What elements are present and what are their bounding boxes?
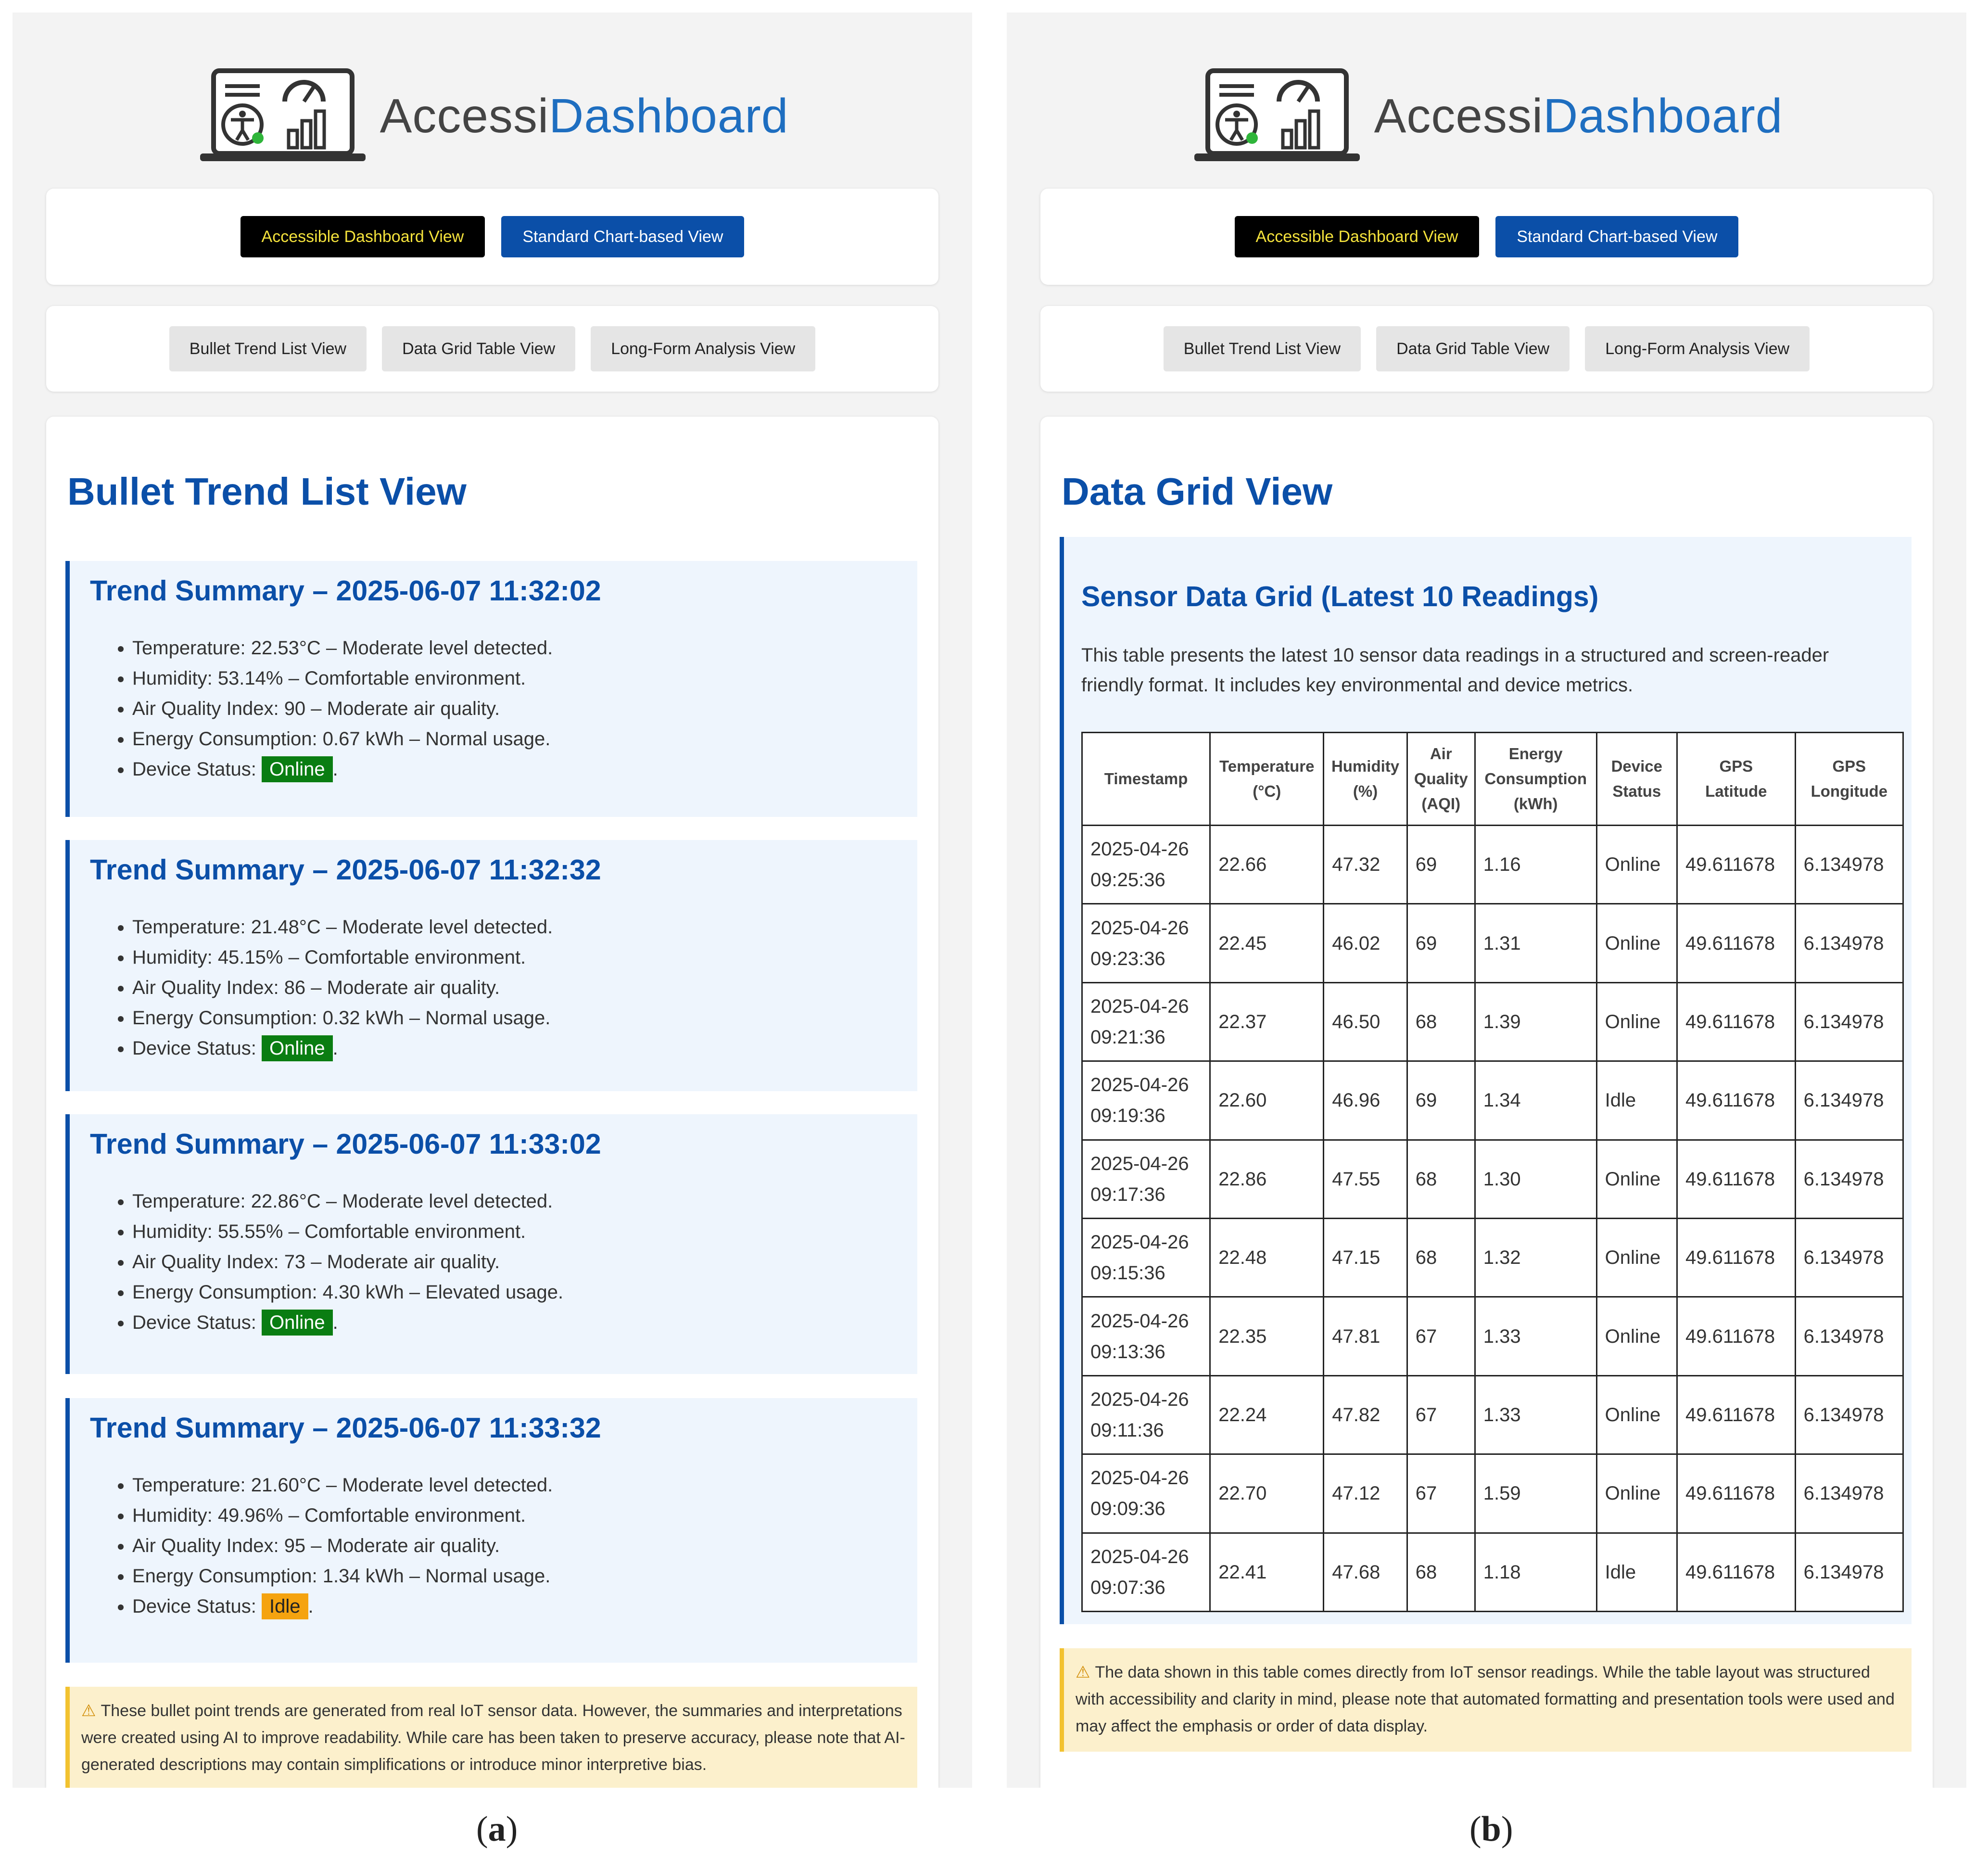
- trend-bullet-list: [111, 1186, 563, 1338]
- humidity-cell: 47.32: [1324, 826, 1407, 904]
- bullet-trend-list-view-button[interactable]: Bullet Trend List View: [1164, 326, 1361, 371]
- accessible-dashboard-view-button[interactable]: Accessible Dashboard View: [1235, 216, 1480, 257]
- gps-latitude-cell: 49.611678: [1677, 826, 1795, 904]
- page-title: Data Grid View: [1062, 470, 1333, 513]
- humidity-cell: 47.68: [1324, 1533, 1407, 1611]
- humidity-value: 49.96% – Comfortable environment.: [217, 1505, 526, 1526]
- panel-b-caption: (b): [1469, 1809, 1513, 1849]
- gps-longitude-cell: 6.134978: [1795, 1533, 1903, 1611]
- logo-text-dashboard: Dashboard: [1543, 89, 1783, 143]
- list-item: [132, 633, 553, 663]
- aqi-value: 73 – Moderate air quality.: [284, 1251, 500, 1273]
- long-form-analysis-view-button[interactable]: Long-Form Analysis View: [1585, 326, 1810, 371]
- energy-cell: 1.30: [1475, 1140, 1596, 1218]
- aqi-value: 90 – Moderate air quality.: [284, 698, 500, 719]
- accessible-dashboard-view-button[interactable]: Accessible Dashboard View: [241, 216, 485, 257]
- sub-view-switcher: [46, 306, 938, 392]
- aqi-cell: 67: [1407, 1454, 1475, 1533]
- bullet-trend-list-view-button[interactable]: Bullet Trend List View: [169, 326, 367, 371]
- timestamp-cell: 2025-04-26 09:19:36: [1082, 1061, 1210, 1140]
- trend-summary-card: [65, 1114, 917, 1374]
- laptop-accessibility-dashboard-icon: [196, 63, 369, 169]
- aqi-value: 86 – Moderate air quality.: [284, 977, 500, 998]
- gps-longitude-cell: 6.134978: [1795, 1297, 1903, 1375]
- table-row: [1082, 826, 1903, 904]
- timestamp-cell: 2025-04-26 09:13:36: [1082, 1297, 1210, 1375]
- aqi-label: Air Quality Index:: [132, 977, 284, 998]
- device-status-cell: Online: [1596, 1140, 1677, 1218]
- device-status-cell: Idle: [1596, 1533, 1677, 1611]
- trend-summary-heading: Trend Summary – 2025-06-07 11:33:32: [90, 1412, 601, 1444]
- aqi-label: Air Quality Index:: [132, 1535, 284, 1556]
- app-logo-text: [380, 89, 789, 144]
- grid-heading: Sensor Data Grid (Latest 10 Readings): [1081, 581, 1599, 612]
- device-status-cell: Online: [1596, 826, 1677, 904]
- temperature-value: 21.48°C – Moderate level detected.: [251, 916, 553, 938]
- energy-value: 0.32 kWh – Normal usage.: [322, 1007, 551, 1029]
- laptop-accessibility-dashboard-icon: [1190, 63, 1364, 169]
- gps-latitude-cell: 49.611678: [1677, 1375, 1795, 1454]
- status-label: Device Status:: [132, 1038, 262, 1059]
- aqi-label: Air Quality Index:: [132, 698, 284, 719]
- table-row: [1082, 1140, 1903, 1218]
- list-item: [132, 1277, 563, 1308]
- energy-cell: 1.16: [1475, 826, 1596, 904]
- timestamp-cell: 2025-04-26 09:15:36: [1082, 1218, 1210, 1297]
- list-item: [132, 1003, 553, 1033]
- grid-description: This table presents the latest 10 sensor data readings in a structured and screen-reader friendly format. It includes key environmental and device metrics.: [1081, 645, 1829, 696]
- gps-latitude-cell: 49.611678: [1677, 1297, 1795, 1375]
- panel-b-caption-label: b: [1481, 1809, 1501, 1849]
- status-badge: Online: [262, 1310, 333, 1336]
- long-form-analysis-view-button[interactable]: Long-Form Analysis View: [591, 326, 815, 371]
- main-view-switcher: [1040, 189, 1933, 285]
- main-view-switcher: [46, 189, 938, 285]
- logo-text-dashboard: Dashboard: [549, 89, 789, 143]
- list-item: [132, 912, 553, 942]
- energy-cell: 1.18: [1475, 1533, 1596, 1611]
- humidity-value: 55.55% – Comfortable environment.: [217, 1221, 526, 1242]
- device-status-cell: Online: [1596, 982, 1677, 1061]
- humidity-cell: 46.96: [1324, 1061, 1407, 1140]
- temperature-label: Temperature:: [132, 1475, 251, 1496]
- status-label: Device Status:: [132, 759, 262, 780]
- aqi-value: 95 – Moderate air quality.: [284, 1535, 500, 1556]
- temperature-cell: 22.45: [1210, 904, 1324, 982]
- energy-label: Energy Consumption:: [132, 1566, 323, 1587]
- list-item: • Device Status: Online .: [132, 1033, 553, 1064]
- trend-summary-heading: Trend Summary – 2025-06-07 11:32:02: [90, 575, 601, 607]
- humidity-cell: 46.50: [1324, 982, 1407, 1061]
- gps-latitude-cell: 49.611678: [1677, 982, 1795, 1061]
- temperature-cell: 22.37: [1210, 982, 1324, 1061]
- sensor-data-grid-section: [1060, 537, 1912, 1624]
- energy-cell: 1.33: [1475, 1297, 1596, 1375]
- standard-chart-view-button[interactable]: Standard Chart-based View: [1495, 216, 1738, 257]
- gps-longitude-cell: 6.134978: [1795, 1140, 1903, 1218]
- energy-label: Energy Consumption:: [132, 1282, 323, 1303]
- status-badge: Idle: [262, 1593, 308, 1619]
- temperature-label: Temperature:: [132, 916, 251, 938]
- list-item: [132, 942, 553, 973]
- list-item: [132, 663, 553, 694]
- gps-longitude-cell: 6.134978: [1795, 826, 1903, 904]
- table-body: [1082, 826, 1903, 1612]
- temperature-cell: 22.24: [1210, 1375, 1324, 1454]
- humidity-cell: 46.02: [1324, 904, 1407, 982]
- data-grid-content: [1040, 417, 1933, 1788]
- panel-b-screenshot: [1007, 13, 1966, 1788]
- energy-value: 4.30 kWh – Elevated usage.: [322, 1282, 564, 1303]
- formatting-disclaimer-note: [1060, 1648, 1912, 1752]
- energy-value: 1.34 kWh – Normal usage.: [322, 1566, 551, 1587]
- list-item: • Device Status: Online .: [132, 1308, 563, 1338]
- gps-longitude-cell: 6.134978: [1795, 982, 1903, 1061]
- temperature-cell: 22.60: [1210, 1061, 1324, 1140]
- energy-cell: 1.32: [1475, 1218, 1596, 1297]
- device-status-cell: Online: [1596, 1454, 1677, 1533]
- timestamp-cell: 2025-04-26 09:11:36: [1082, 1375, 1210, 1454]
- status-badge: Online: [262, 756, 333, 782]
- gps-longitude-cell: 6.134978: [1795, 1061, 1903, 1140]
- humidity-value: 45.15% – Comfortable environment.: [217, 947, 526, 968]
- timestamp-cell: 2025-04-26 09:21:36: [1082, 982, 1210, 1061]
- temperature-value: 22.86°C – Moderate level detected.: [251, 1191, 553, 1212]
- gps-latitude-cell: 49.611678: [1677, 1454, 1795, 1533]
- trend-summary-card: [65, 840, 917, 1091]
- column-header-air-quality: Air Quality (AQI): [1407, 733, 1475, 826]
- table-row: [1082, 1218, 1903, 1297]
- list-item: • Device Status: Idle .: [132, 1591, 553, 1622]
- aqi-cell: 69: [1407, 826, 1475, 904]
- temperature-cell: 22.41: [1210, 1533, 1324, 1611]
- status-label: Device Status:: [132, 1312, 262, 1333]
- energy-cell: 1.31: [1475, 904, 1596, 982]
- energy-cell: 1.34: [1475, 1061, 1596, 1140]
- app-logo: [1007, 58, 1966, 174]
- gps-latitude-cell: 49.611678: [1677, 1061, 1795, 1140]
- list-item: [132, 1561, 553, 1591]
- warning-triangle-icon: ⚠: [1076, 1663, 1090, 1681]
- table-row: [1082, 904, 1903, 982]
- ai-disclaimer-note: [65, 1687, 917, 1788]
- aqi-cell: 67: [1407, 1375, 1475, 1454]
- column-header-energy: Energy Consumption (kWh): [1475, 733, 1596, 826]
- timestamp-cell: 2025-04-26 09:09:36: [1082, 1454, 1210, 1533]
- status-label: Device Status:: [132, 1596, 262, 1617]
- energy-value: 0.67 kWh – Normal usage.: [322, 728, 551, 750]
- app-logo: [13, 58, 972, 174]
- list-item: [132, 973, 553, 1003]
- data-grid-table-view-button[interactable]: Data Grid Table View: [382, 326, 575, 371]
- energy-cell: 1.39: [1475, 982, 1596, 1061]
- energy-cell: 1.59: [1475, 1454, 1596, 1533]
- temperature-cell: 22.48: [1210, 1218, 1324, 1297]
- column-header-temperature: Temperature (°C): [1210, 733, 1324, 826]
- panel-a-caption-label: a: [488, 1809, 506, 1849]
- list-item: • Device Status: Online .: [132, 754, 553, 785]
- device-status-cell: Online: [1596, 1218, 1677, 1297]
- aqi-label: Air Quality Index:: [132, 1251, 284, 1273]
- standard-chart-view-button[interactable]: Standard Chart-based View: [501, 216, 744, 257]
- status-badge: Online: [262, 1035, 333, 1061]
- gps-longitude-cell: 6.134978: [1795, 1218, 1903, 1297]
- gps-latitude-cell: 49.611678: [1677, 1533, 1795, 1611]
- temperature-value: 22.53°C – Moderate level detected.: [251, 637, 553, 659]
- humidity-cell: 47.81: [1324, 1297, 1407, 1375]
- list-item: [132, 1217, 563, 1247]
- aqi-cell: 68: [1407, 1533, 1475, 1611]
- gps-longitude-cell: 6.134978: [1795, 1454, 1903, 1533]
- list-item: [132, 694, 553, 724]
- gps-latitude-cell: 49.611678: [1677, 1218, 1795, 1297]
- table-header-row: [1082, 733, 1903, 826]
- humidity-cell: 47.12: [1324, 1454, 1407, 1533]
- table-row: [1082, 1454, 1903, 1533]
- humidity-label: Humidity:: [132, 1505, 218, 1526]
- trend-summary-heading: Trend Summary – 2025-06-07 11:32:32: [90, 854, 601, 886]
- column-header-device-status: Device Status: [1596, 733, 1677, 826]
- list-item: [132, 1531, 553, 1561]
- energy-cell: 1.33: [1475, 1375, 1596, 1454]
- aqi-cell: 67: [1407, 1297, 1475, 1375]
- list-item: [132, 1470, 553, 1501]
- humidity-label: Humidity:: [132, 947, 218, 968]
- table-row: [1082, 982, 1903, 1061]
- list-item: [132, 1186, 563, 1217]
- disclaimer-text: These bullet point trends are generated from real IoT sensor data. However, the summaries and interpretations were created using AI to improve readability. While care has been taken to preserve accuracy, please note that AI-generated descriptions may contain simplifications or introduce minor interpretive bias.: [81, 1702, 905, 1774]
- device-status-cell: Online: [1596, 904, 1677, 982]
- aqi-cell: 69: [1407, 904, 1475, 982]
- aqi-cell: 68: [1407, 1218, 1475, 1297]
- device-status-cell: Idle: [1596, 1061, 1677, 1140]
- list-item: [132, 724, 553, 754]
- gps-longitude-cell: 6.134978: [1795, 1375, 1903, 1454]
- table-row: [1082, 1533, 1903, 1611]
- trend-summary-card: [65, 1398, 917, 1663]
- column-header-gps-latitude: GPS Latitude: [1677, 733, 1795, 826]
- app-logo-text: [1374, 89, 1783, 144]
- logo-text-accessi: Accessi: [1374, 89, 1544, 143]
- temperature-label: Temperature:: [132, 637, 251, 659]
- aqi-cell: 68: [1407, 1140, 1475, 1218]
- humidity-value: 53.14% – Comfortable environment.: [217, 668, 526, 689]
- list-item: [132, 1247, 563, 1277]
- temperature-label: Temperature:: [132, 1191, 251, 1212]
- humidity-cell: 47.82: [1324, 1375, 1407, 1454]
- energy-label: Energy Consumption:: [132, 728, 323, 750]
- list-item: [132, 1501, 553, 1531]
- aqi-cell: 69: [1407, 1061, 1475, 1140]
- bullet-trend-content: [46, 417, 938, 1788]
- energy-label: Energy Consumption:: [132, 1007, 323, 1029]
- page-title: Bullet Trend List View: [67, 470, 467, 513]
- data-grid-table-view-button[interactable]: Data Grid Table View: [1376, 326, 1570, 371]
- gps-latitude-cell: 49.611678: [1677, 1140, 1795, 1218]
- trend-bullet-list: [111, 912, 553, 1064]
- humidity-label: Humidity:: [132, 668, 218, 689]
- temperature-cell: 22.70: [1210, 1454, 1324, 1533]
- sensor-data-table: [1081, 732, 1904, 1612]
- trend-summary-card: [65, 561, 917, 817]
- temperature-cell: 22.66: [1210, 826, 1324, 904]
- timestamp-cell: 2025-04-26 09:25:36: [1082, 826, 1210, 904]
- table-row: [1082, 1297, 1903, 1375]
- humidity-cell: 47.15: [1324, 1218, 1407, 1297]
- timestamp-cell: 2025-04-26 09:07:36: [1082, 1533, 1210, 1611]
- trend-bullet-list: [111, 1470, 553, 1622]
- column-header-humidity: Humidity (%): [1324, 733, 1407, 826]
- device-status-cell: Online: [1596, 1375, 1677, 1454]
- sub-view-switcher: [1040, 306, 1933, 392]
- timestamp-cell: 2025-04-26 09:23:36: [1082, 904, 1210, 982]
- warning-triangle-icon: ⚠: [81, 1702, 96, 1720]
- column-header-timestamp: Timestamp: [1082, 733, 1210, 826]
- timestamp-cell: 2025-04-26 09:17:36: [1082, 1140, 1210, 1218]
- trend-summary-heading: Trend Summary – 2025-06-07 11:33:02: [90, 1128, 601, 1160]
- humidity-cell: 47.55: [1324, 1140, 1407, 1218]
- trend-bullet-list: [111, 633, 553, 785]
- disclaimer-text: The data shown in this table comes directly from IoT sensor readings. While the table layout was structured with accessibility and clarity in mind, please note that automated formatting and presentation tools were used and may affect the emphasis or order of data display.: [1076, 1663, 1895, 1735]
- table-row: [1082, 1375, 1903, 1454]
- panel-a-caption: (a): [476, 1809, 518, 1849]
- device-status-cell: Online: [1596, 1297, 1677, 1375]
- gps-longitude-cell: 6.134978: [1795, 904, 1903, 982]
- gps-latitude-cell: 49.611678: [1677, 904, 1795, 982]
- panel-a-screenshot: [13, 13, 972, 1788]
- temperature-cell: 22.35: [1210, 1297, 1324, 1375]
- temperature-value: 21.60°C – Moderate level detected.: [251, 1475, 553, 1496]
- humidity-label: Humidity:: [132, 1221, 218, 1242]
- table-row: [1082, 1061, 1903, 1140]
- aqi-cell: 68: [1407, 982, 1475, 1061]
- temperature-cell: 22.86: [1210, 1140, 1324, 1218]
- logo-text-accessi: Accessi: [380, 89, 549, 143]
- column-header-gps-longitude: GPS Longitude: [1795, 733, 1903, 826]
